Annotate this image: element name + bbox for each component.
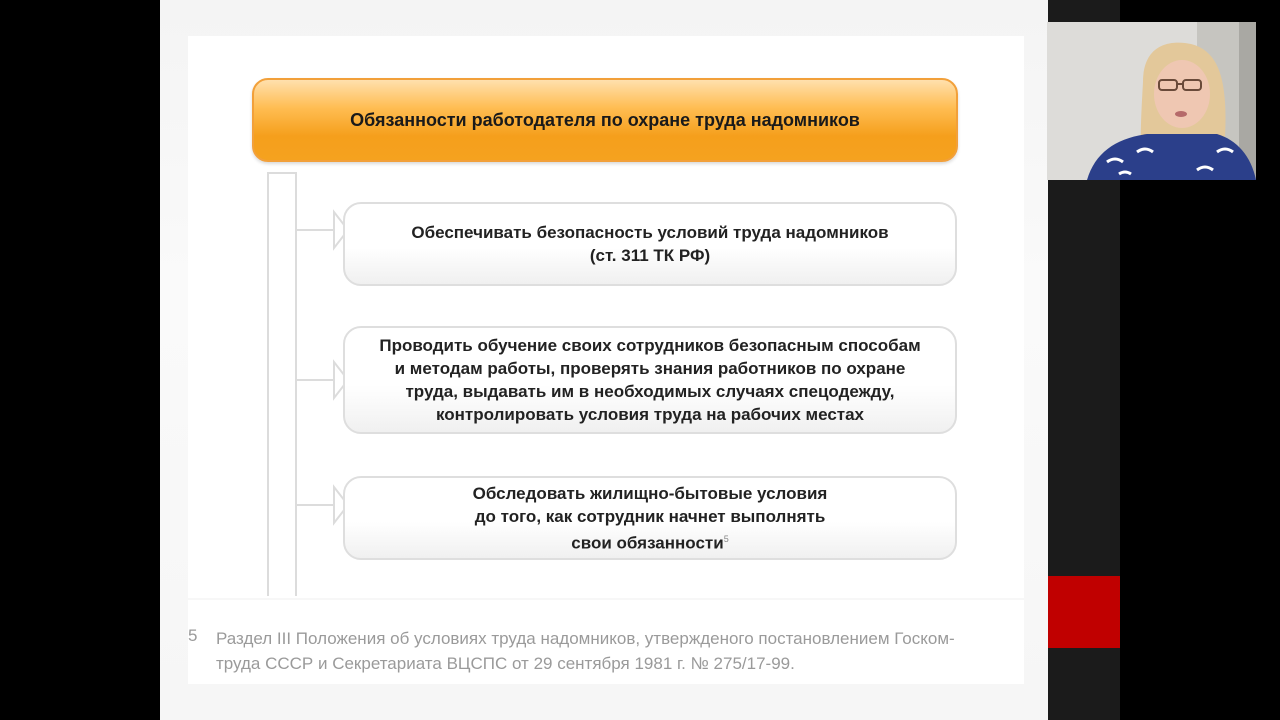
arrow-icon [296, 352, 348, 408]
footnote-text [216, 626, 1026, 676]
presenter-video-icon [1047, 22, 1256, 180]
footnote-line-1: Раздел III Положения об условиях труда надомников, утвержденого постановлением Госком- [216, 629, 955, 648]
slide-content [188, 36, 1024, 598]
duty-item-1 [343, 202, 957, 286]
footnote [188, 600, 1024, 684]
slide-title: Обязанности работодателя по охране труда надомников [252, 78, 958, 162]
duty-item-2 [343, 326, 957, 434]
presentation-slide [160, 0, 1048, 720]
presenter-video[interactable] [1047, 22, 1256, 180]
connector-line-outer [267, 172, 269, 596]
duty-item-2-line-4: контролировать условия труда на рабочих местах [435, 405, 865, 424]
duty-item-2-line-2: и методам работы, проверять знания работников по охране [394, 359, 906, 378]
duty-item-3-line-1: Обследовать жилищно-бытовые условия [472, 483, 828, 503]
arrow-icon [296, 477, 348, 533]
duty-item-3-line-2: до того, как сотрудник начнет выполнять [474, 506, 826, 526]
duty-item-3 [343, 476, 957, 560]
duty-item-2-line-3: труда, выдавать им в необходимых случаях спецодежду, [405, 382, 895, 401]
sidebar-top [1048, 0, 1120, 22]
red-accent-block [1048, 576, 1120, 648]
duty-item-1-line-2: (ст. 311 ТК РФ) [589, 246, 711, 265]
duty-item-2-line-1: Проводить обучение своих сотрудников безопасным способам [379, 336, 921, 355]
footnote-number: 5 [188, 626, 198, 645]
connector-line-top [267, 172, 295, 174]
footnote-line-2: труда СССР и Секретариата ВЦСПС от 29 сентября 1981 г. № 275/17-99. [216, 654, 795, 673]
arrow-icon [296, 202, 348, 258]
duty-item-1-line-1: Обеспечивать безопасность условий труда надомников [411, 223, 889, 242]
duty-item-3-line-3 [571, 528, 728, 555]
duty-item-3-line-3-text: свои обязанности [571, 533, 724, 553]
footnote-reference: 5 [723, 533, 729, 544]
